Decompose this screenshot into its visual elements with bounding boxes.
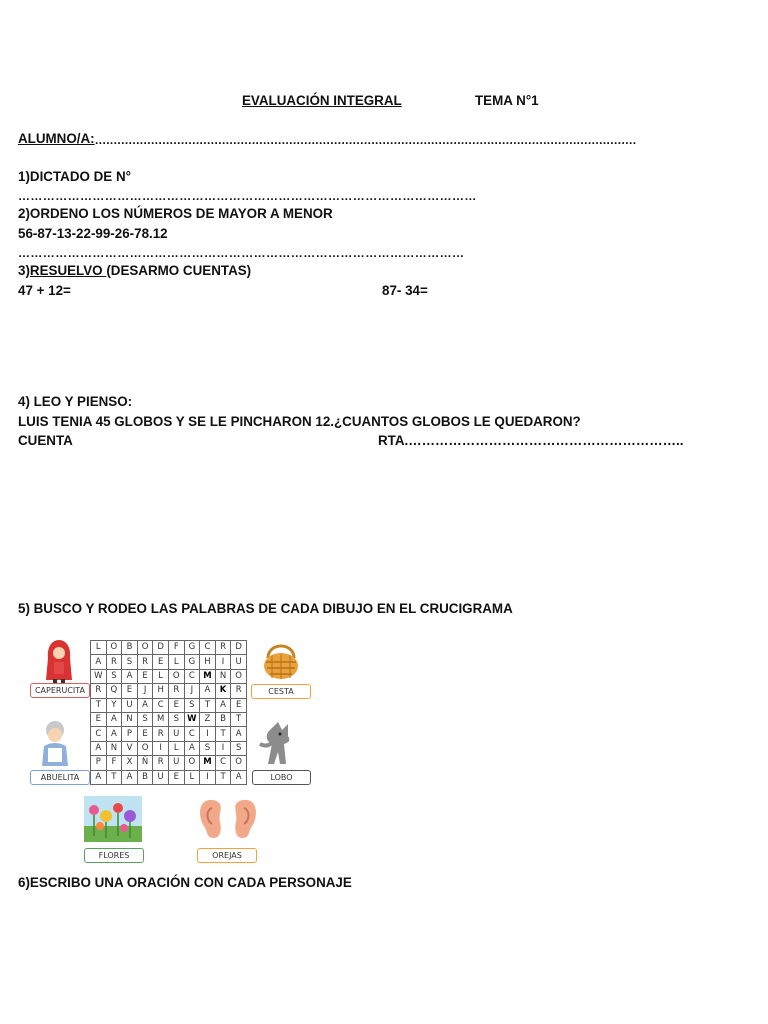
q6-title: 6)ESCRIBO UNA ORACIÓN CON CADA PERSONAJE — [18, 875, 352, 890]
grid-cell[interactable]: L — [168, 655, 184, 669]
grid-cell[interactable]: L — [184, 770, 200, 784]
q3-operation-2: 87- 34= — [382, 283, 428, 298]
q2-answer-line[interactable]: ……………………………………………………………………………………………… — [18, 246, 465, 260]
word-search-grid[interactable] — [90, 640, 247, 785]
grid-cell[interactable]: A — [106, 712, 122, 726]
grid-cell[interactable]: A — [91, 655, 107, 669]
grid-cell[interactable]: N — [215, 669, 231, 683]
grid-cell[interactable]: E — [137, 669, 153, 683]
grid-cell[interactable]: I — [215, 741, 231, 755]
grid-cell[interactable]: W — [91, 669, 107, 683]
label-orejas: OREJAS — [197, 848, 257, 863]
grid-cell[interactable]: U — [231, 655, 247, 669]
grid-cell[interactable]: M — [200, 669, 216, 683]
grid-cell[interactable]: E — [122, 684, 138, 698]
grid-row — [91, 770, 247, 784]
grid-cell[interactable]: S — [122, 655, 138, 669]
grid-cell[interactable]: R — [215, 641, 231, 655]
grid-cell[interactable]: Q — [106, 684, 122, 698]
grid-cell[interactable]: D — [153, 641, 169, 655]
grid-cell[interactable]: A — [106, 727, 122, 741]
grid-cell[interactable]: R — [168, 684, 184, 698]
grid-cell[interactable]: Ñ — [137, 756, 153, 770]
grid-cell[interactable]: T — [91, 698, 107, 712]
q1-answer-line[interactable]: ………………………………………………………………………………………………… — [18, 189, 477, 203]
grid-cell[interactable]: S — [106, 669, 122, 683]
grid-cell[interactable]: W — [184, 712, 200, 726]
grid-cell[interactable]: I — [153, 741, 169, 755]
grid-row — [91, 741, 247, 755]
grid-cell[interactable]: C — [153, 698, 169, 712]
q3-title-underlined: RESUELVO — [29, 263, 107, 278]
grid-cell[interactable]: X — [122, 756, 138, 770]
grid-cell[interactable]: N — [122, 712, 138, 726]
grid-cell[interactable]: T — [200, 698, 216, 712]
grid-cell[interactable]: A — [122, 669, 138, 683]
grid-cell[interactable]: D — [231, 641, 247, 655]
q4-title: 4) LEO Y PIENSO: — [18, 394, 133, 409]
grid-cell[interactable]: S — [137, 712, 153, 726]
grid-cell[interactable]: E — [231, 698, 247, 712]
grid-row — [91, 756, 247, 770]
q4-answer-label: RTA.…………………………………………………….. — [378, 433, 684, 448]
grid-cell[interactable]: A — [215, 698, 231, 712]
grid-cell[interactable]: T — [231, 712, 247, 726]
grid-row — [91, 669, 247, 683]
grid-cell[interactable]: O — [231, 669, 247, 683]
grid-cell[interactable]: A — [137, 698, 153, 712]
grid-cell[interactable]: B — [215, 712, 231, 726]
q3-operation-1: 47 + 12= — [18, 283, 71, 298]
q3-title — [18, 263, 251, 279]
grid-cell[interactable]: R — [137, 655, 153, 669]
grid-row — [91, 698, 247, 712]
grid-cell[interactable]: C — [200, 641, 216, 655]
grid-cell[interactable]: G — [184, 655, 200, 669]
label-flores: FLORES — [84, 848, 144, 863]
q4-work-label: CUENTA — [18, 433, 73, 448]
grid-cell[interactable]: A — [231, 727, 247, 741]
label-cesta: CESTA — [251, 684, 311, 699]
grid-cell[interactable]: R — [91, 684, 107, 698]
grid-cell[interactable]: I — [200, 727, 216, 741]
cesta-picture — [262, 638, 300, 682]
grid-cell[interactable]: S — [168, 712, 184, 726]
grid-cell[interactable]: C — [184, 727, 200, 741]
grid-cell[interactable]: J — [137, 684, 153, 698]
q5-title: 5) BUSCO Y RODEO LAS PALABRAS DE CADA DIBUJO EN EL CRUCIGRAMA — [18, 601, 513, 616]
label-abuelita: ABUELITA — [30, 770, 90, 785]
orejas-picture — [196, 796, 260, 842]
grid-cell[interactable]: R — [106, 655, 122, 669]
grid-cell[interactable]: U — [153, 770, 169, 784]
grid-cell[interactable]: U — [168, 727, 184, 741]
grid-cell[interactable]: M — [153, 712, 169, 726]
lobo-picture — [258, 718, 302, 768]
grid-cell[interactable]: E — [91, 712, 107, 726]
grid-cell[interactable]: I — [215, 655, 231, 669]
grid-cell[interactable]: L — [168, 741, 184, 755]
label-lobo: LOBO — [252, 770, 311, 785]
grid-cell[interactable]: C — [215, 756, 231, 770]
grid-cell[interactable]: F — [168, 641, 184, 655]
grid-cell[interactable]: R — [231, 684, 247, 698]
grid-cell[interactable]: Z — [200, 712, 216, 726]
caperucita-picture — [42, 638, 76, 684]
grid-cell[interactable]: P — [122, 727, 138, 741]
grid-cell[interactable]: U — [122, 698, 138, 712]
q4-problem: LUIS TENIA 45 GLOBOS Y SE LE PINCHARON 12.¿CUANTOS GLOBOS LE QUEDARON? — [18, 414, 581, 429]
grid-cell[interactable]: L — [153, 669, 169, 683]
grid-cell[interactable]: R — [153, 727, 169, 741]
student-label: ALUMNO/A: — [18, 131, 95, 146]
grid-cell[interactable]: V — [122, 741, 138, 755]
student-name-line[interactable]: ................................................................................................................................................. — [95, 133, 637, 147]
grid-cell[interactable]: A — [200, 684, 216, 698]
grid-cell[interactable]: A — [231, 770, 247, 784]
grid-cell[interactable]: A — [91, 770, 107, 784]
q3-prefix: 3) — [18, 263, 30, 278]
grid-cell[interactable]: A — [184, 741, 200, 755]
grid-cell[interactable]: A — [91, 741, 107, 755]
theme-label: TEMA N°1 — [475, 93, 539, 108]
grid-row — [91, 641, 247, 655]
grid-row — [91, 712, 247, 726]
grid-cell[interactable]: E — [168, 698, 184, 712]
page-title: EVALUACIÓN INTEGRAL — [242, 93, 402, 108]
grid-cell[interactable]: S — [200, 741, 216, 755]
q2-numbers: 56-87-13-22-99-26-78.12 — [18, 226, 168, 241]
grid-cell[interactable]: M — [200, 756, 216, 770]
abuelita-picture — [38, 720, 72, 768]
grid-cell[interactable]: Y — [106, 698, 122, 712]
grid-row — [91, 727, 247, 741]
grid-cell[interactable]: B — [137, 770, 153, 784]
grid-cell[interactable]: I — [200, 770, 216, 784]
grid-cell[interactable]: P — [91, 756, 107, 770]
grid-cell[interactable]: E — [137, 727, 153, 741]
q3-title-rest: (DESARMO CUENTAS) — [106, 263, 252, 278]
grid-cell[interactable]: O — [184, 756, 200, 770]
grid-cell[interactable]: E — [153, 655, 169, 669]
grid-cell[interactable]: B — [122, 641, 138, 655]
grid-cell[interactable]: C — [184, 669, 200, 683]
q1-title: 1)DICTADO DE N° — [18, 169, 131, 184]
grid-row — [91, 684, 247, 698]
q2-title: 2)ORDENO LOS NÚMEROS DE MAYOR A MENOR — [18, 206, 333, 221]
grid-cell[interactable]: S — [184, 698, 200, 712]
grid-cell[interactable]: C — [91, 727, 107, 741]
grid-cell[interactable]: O — [168, 669, 184, 683]
grid-cell[interactable]: G — [184, 641, 200, 655]
grid-cell[interactable]: A — [122, 770, 138, 784]
grid-row — [91, 655, 247, 669]
grid-cell[interactable]: T — [106, 770, 122, 784]
grid-cell[interactable]: T — [215, 727, 231, 741]
grid-cell[interactable]: O — [137, 641, 153, 655]
grid-cell[interactable]: F — [106, 756, 122, 770]
grid-cell[interactable]: O — [231, 756, 247, 770]
grid-cell[interactable]: K — [215, 684, 231, 698]
flores-picture — [84, 796, 142, 842]
grid-cell[interactable]: O — [106, 641, 122, 655]
grid-cell[interactable]: H — [153, 684, 169, 698]
grid-cell[interactable]: H — [200, 655, 216, 669]
grid-cell[interactable]: T — [215, 770, 231, 784]
grid-cell[interactable]: S — [231, 741, 247, 755]
grid-cell[interactable]: R — [153, 756, 169, 770]
grid-cell[interactable]: U — [168, 756, 184, 770]
grid-cell[interactable]: E — [168, 770, 184, 784]
grid-cell[interactable]: J — [184, 684, 200, 698]
grid-cell[interactable]: L — [91, 641, 107, 655]
grid-cell[interactable]: N — [106, 741, 122, 755]
label-caperucita: CAPERUCITA — [30, 683, 90, 698]
grid-cell[interactable]: O — [137, 741, 153, 755]
